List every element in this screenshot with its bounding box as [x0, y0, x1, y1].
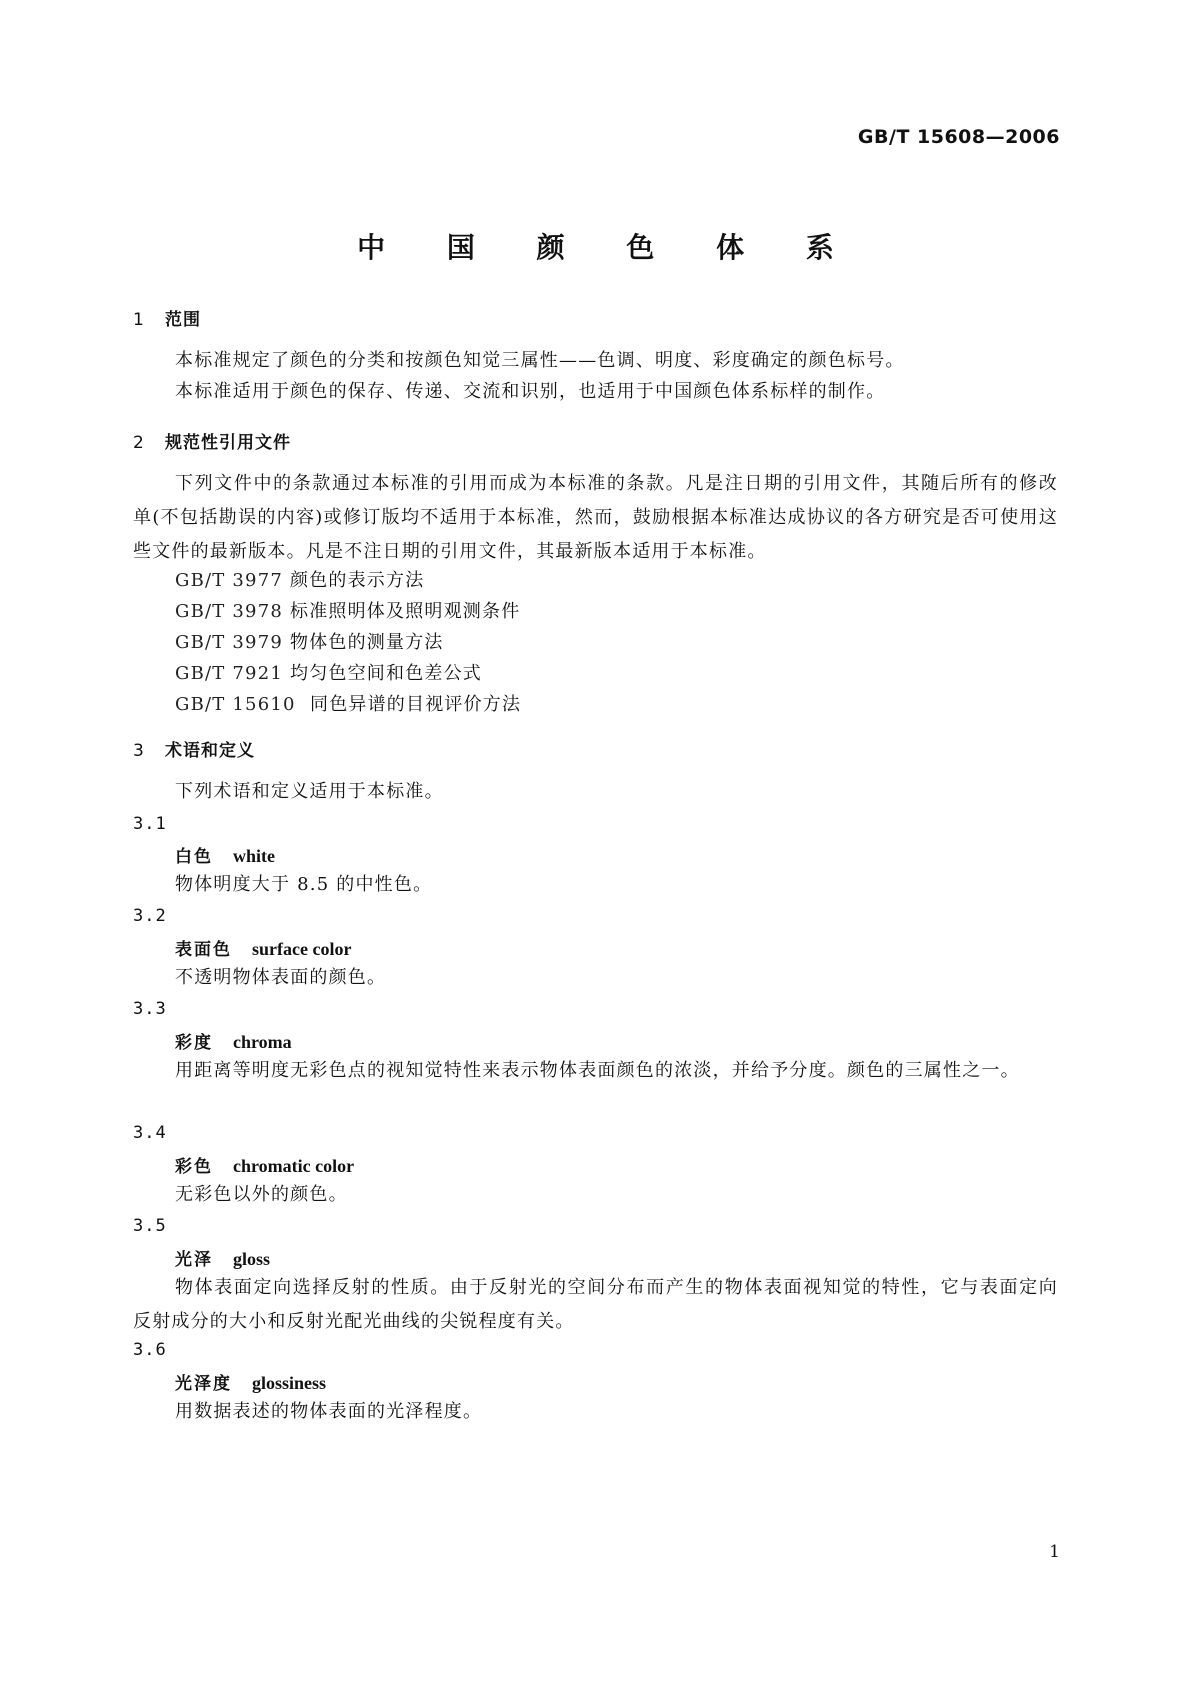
section-number: 1 [133, 310, 145, 330]
section-3-heading [133, 736, 255, 761]
section-number: 2 [133, 433, 145, 453]
term-name-cn: 白色 [175, 847, 213, 867]
term-name-en: chroma [233, 1032, 292, 1052]
reference-code: GB/T 15610 [175, 694, 296, 715]
term-number: 3.3 [133, 999, 167, 1019]
standard-code: GB/T 15608—2006 [857, 126, 1060, 148]
reference-code: GB/T 3978 [175, 601, 284, 622]
section-title: 术语和定义 [165, 741, 255, 761]
term-number: 3.6 [133, 1340, 167, 1360]
section-number: 3 [133, 741, 145, 761]
section-1-paragraph-1: 本标准规定了颜色的分类和按颜色知觉三属性——色调、明度、彩度确定的颜色标号。 [175, 350, 905, 371]
term-number: 3.1 [133, 814, 167, 834]
reference-title: 均匀色空间和色差公式 [290, 663, 482, 684]
term-name-cn: 彩度 [175, 1033, 213, 1053]
reference-item [175, 628, 444, 654]
reference-title: 颜色的表示方法 [290, 570, 425, 591]
term-name-cn: 彩色 [175, 1157, 213, 1177]
term-name-en: white [233, 846, 275, 866]
term-name-cn: 表面色 [175, 940, 232, 960]
reference-item [175, 597, 520, 623]
term-name [175, 1245, 270, 1270]
term-definition: 物体明度大于 8.5 的中性色。 [175, 874, 433, 895]
term-number: 3.4 [133, 1123, 167, 1143]
term-name-en: chromatic color [233, 1156, 355, 1176]
term-name [175, 1028, 292, 1053]
term-definition: 无彩色以外的颜色。 [175, 1184, 348, 1205]
term-name-en: glossiness [252, 1373, 327, 1393]
reference-code: GB/T 3977 [175, 570, 284, 591]
reference-title: 同色异谱的目视评价方法 [310, 694, 522, 715]
reference-item [175, 566, 424, 592]
section-title: 范围 [165, 310, 201, 330]
reference-title: 标准照明体及照明观测条件 [290, 601, 521, 622]
term-definition: 不透明物体表面的颜色。 [175, 967, 387, 988]
section-2-intro: 下列文件中的条款通过本标准的引用而成为本标准的条款。凡是注日期的引用文件，其随后所有的修改单(不包括勘误的内容)或修订版均不适用于本标准，然而，鼓励根据本标准达成协议的各方研究是否可使用这些文件的最新版本。凡是不注日期的引用文件，其最新版本适用于本标准。 [133, 473, 1058, 562]
term-name-cn: 光泽度 [175, 1374, 232, 1394]
term-name-en: surface color [252, 939, 352, 959]
term-name [175, 1369, 326, 1394]
section-2-heading [133, 428, 291, 453]
term-name [175, 842, 275, 867]
reference-code: GB/T 7921 [175, 663, 284, 684]
term-number: 3.5 [133, 1216, 167, 1236]
term-definition: 物体表面定向选择反射的性质。由于反射光的空间分布而产生的物体表面视知觉的特性，它与表面定向反射成分的大小和反射光配光曲线的尖锐程度有关。 [133, 1277, 1058, 1332]
section-1-heading [133, 305, 201, 330]
term-name [175, 935, 351, 960]
reference-title: 物体色的测量方法 [290, 632, 444, 653]
reference-code: GB/T 3979 [175, 632, 284, 653]
section-1-paragraph-2: 本标准适用于颜色的保存、传递、交流和识别，也适用于中国颜色体系标样的制作。 [175, 381, 886, 402]
term-definition: 用距离等明度无彩色点的视知觉特性来表示物体表面颜色的浓淡，并给予分度。颜色的三属性之一。 [175, 1060, 1020, 1081]
reference-item [175, 690, 521, 716]
term-name-cn: 光泽 [175, 1250, 213, 1270]
reference-item [175, 659, 482, 685]
section-title: 规范性引用文件 [165, 433, 291, 453]
section-3-intro: 下列术语和定义适用于本标准。 [175, 781, 444, 802]
term-definition: 用数据表述的物体表面的光泽程度。 [175, 1401, 483, 1422]
term-number: 3.2 [133, 906, 167, 926]
page-number: 1 [1049, 1542, 1060, 1562]
term-name-en: gloss [233, 1249, 271, 1269]
term-name [175, 1152, 354, 1177]
document-title: 中 国 颜 色 体 系 [357, 231, 860, 264]
